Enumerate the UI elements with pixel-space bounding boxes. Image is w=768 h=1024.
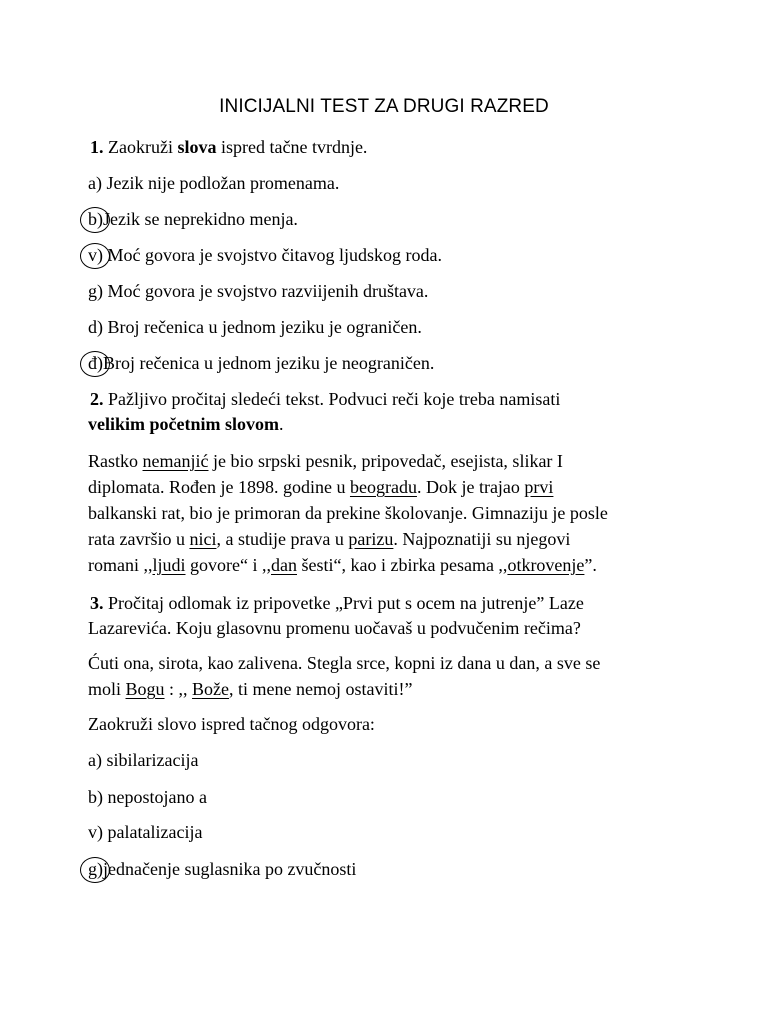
option-letter: v) bbox=[88, 822, 103, 842]
text: je bio srpski pesnik, pripovedač, esejista, slikar I bbox=[208, 451, 563, 471]
text: romani ,, bbox=[88, 555, 153, 575]
q3-prompt-line2: Lazarevića. Koju glasovnu promenu uočavaš u podvučenim rečima? bbox=[88, 618, 581, 638]
q2-text: Pažljivo pročitaj sledeći tekst. Podvuci reči koje treba namisati bbox=[108, 389, 561, 409]
q2-paragraph-line5 bbox=[88, 553, 597, 577]
q1-option-b bbox=[88, 207, 298, 231]
option-text: Moć govora je svojstvo čitavog ljudskog roda. bbox=[107, 245, 442, 265]
option-letter: a) bbox=[88, 750, 102, 770]
q3-instruction: Zaokruži slovo ispred tačnog odgovora: bbox=[88, 714, 375, 734]
text: moli bbox=[88, 679, 126, 699]
option-text: Jezik se neprekidno menja. bbox=[103, 209, 298, 229]
option-letter: d) bbox=[88, 317, 103, 337]
q2-prompt-line1 bbox=[90, 387, 560, 411]
text: govore“ i ,, bbox=[185, 555, 271, 575]
option-text: sibilarizacija bbox=[106, 750, 199, 770]
q1-text-b: ispred tačne tvrdnje. bbox=[220, 137, 368, 157]
option-letter: a) bbox=[88, 173, 102, 193]
option-letter: g) bbox=[88, 281, 103, 301]
underlined-word: beogradu bbox=[349, 477, 417, 497]
underlined-word: prvi bbox=[524, 477, 554, 497]
circled-letter: v) bbox=[88, 245, 103, 265]
text: rata završio u bbox=[88, 529, 190, 549]
option-text: Moć govora je svojstvo razviijenih društava. bbox=[107, 281, 429, 301]
text: ”. bbox=[584, 555, 597, 575]
q3-quote-line2 bbox=[88, 677, 413, 701]
text: Rastko bbox=[88, 451, 143, 471]
q1-option-dj bbox=[88, 351, 434, 375]
underlined-word: Bogu bbox=[125, 679, 165, 699]
text: , a studije prava u bbox=[216, 529, 349, 549]
option-text: Broj rečenica u jednom jeziku je neograničen. bbox=[103, 353, 435, 373]
underlined-word: parizu bbox=[348, 529, 394, 549]
q1-prompt bbox=[90, 135, 367, 159]
text: diplomata. Rođen je 1898. godine u bbox=[88, 477, 350, 497]
underlined-word: otkrovenje bbox=[507, 555, 585, 575]
circled-letter: đ) bbox=[88, 353, 103, 373]
text: , ti mene nemoj ostaviti!” bbox=[229, 679, 413, 699]
q1-option-v bbox=[88, 243, 442, 267]
q1-option-d bbox=[88, 315, 422, 339]
q3-option-g bbox=[88, 857, 356, 881]
q2-paragraph-line1 bbox=[88, 449, 563, 473]
q1-option-a bbox=[88, 171, 339, 195]
option-text: jednačenje suglasnika po zvučnosti bbox=[103, 859, 357, 879]
underlined-word: nemanjić bbox=[142, 451, 209, 471]
q1-text-a: Zaokruži bbox=[108, 137, 173, 157]
q2-paragraph-line2 bbox=[88, 475, 553, 499]
circled-letter: g) bbox=[88, 859, 103, 879]
q3-text: Pročitaj odlomak iz pripovetke „Prvi put s ocem na jutrenje” Laze bbox=[108, 593, 584, 613]
option-text: Jezik nije podložan promenama. bbox=[106, 173, 340, 193]
option-text: nepostojano a bbox=[107, 787, 207, 807]
q2-prompt-line2 bbox=[88, 412, 284, 436]
page-title: INICIJALNI TEST ZA DRUGI RAZRED bbox=[219, 96, 549, 117]
q2-bold: velikim početnim slovom bbox=[88, 414, 279, 434]
q3-quote-line1: Ćuti ona, sirota, kao zalivena. Stegla srce, kopni iz dana u dan, a sve se bbox=[88, 653, 601, 673]
q2-number: 2. bbox=[90, 389, 104, 409]
text: šesti“, kao i zbirka pesama ,, bbox=[297, 555, 508, 575]
underlined-word: ljudi bbox=[152, 555, 186, 575]
circled-letter: b) bbox=[88, 209, 103, 229]
q3-option-a bbox=[88, 748, 198, 772]
q2-period: . bbox=[279, 414, 284, 434]
underlined-word: Bože bbox=[192, 679, 230, 699]
q3-number: 3. bbox=[90, 593, 104, 613]
q1-number: 1. bbox=[90, 137, 104, 157]
option-letter: b) bbox=[88, 787, 103, 807]
q1-option-g bbox=[88, 279, 428, 303]
option-text: Broj rečenica u jednom jeziku je ograničen. bbox=[107, 317, 422, 337]
q3-option-b bbox=[88, 785, 207, 809]
underlined-word: nici bbox=[189, 529, 217, 549]
text: : ,, bbox=[164, 679, 193, 699]
option-text: palatalizacija bbox=[107, 822, 203, 842]
q2-paragraph-line3: balkanski rat, bio je primoran da prekine školovanje. Gimnaziju je posle bbox=[88, 503, 608, 523]
text: . Dok je trajao bbox=[416, 477, 525, 497]
q1-bold: slova bbox=[177, 137, 217, 157]
q3-option-v bbox=[88, 820, 202, 844]
underlined-word: dan bbox=[271, 555, 297, 575]
text: . Najpoznatiji su njegovi bbox=[393, 529, 571, 549]
q3-prompt-line1 bbox=[90, 591, 584, 615]
q2-paragraph-line4 bbox=[88, 527, 570, 551]
